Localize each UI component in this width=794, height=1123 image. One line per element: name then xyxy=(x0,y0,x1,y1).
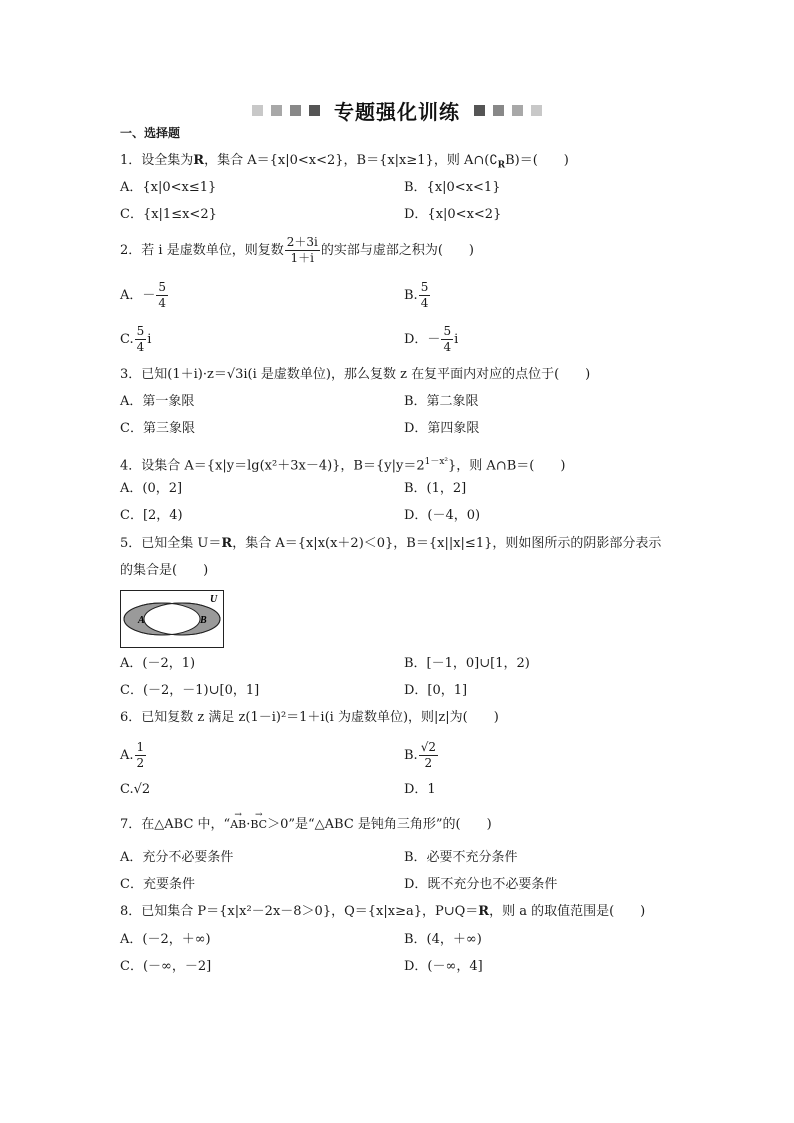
option-d[interactable]: D．(－4，0) xyxy=(404,508,481,523)
option-d[interactable]: D．{x|0<x<2} xyxy=(404,207,502,222)
label-b: B xyxy=(200,615,207,626)
option-a[interactable]: A．(0，2] xyxy=(120,481,183,496)
option-c[interactable]: C．充要条件 xyxy=(120,877,195,892)
option-a[interactable]: A．(－2，1) xyxy=(120,656,196,671)
option-c[interactable]: C．{x|1≤x<2} xyxy=(120,207,217,222)
option-a[interactable]: A．－ $\frac{5}{4}$ xyxy=(120,280,167,310)
fraction: $\frac{2+3i}{1+i}$ xyxy=(286,235,318,265)
option-a[interactable]: A．(－2，＋∞) xyxy=(120,932,211,947)
section-heading: 一、选择题 xyxy=(120,126,181,140)
question-2-stem: 2．若 i 是虚数单位，则复数 $\frac{2+3i}{1+i}$ 的实部与虚部之积为( ) xyxy=(120,235,474,265)
venn-diagram xyxy=(120,590,224,648)
option-d[interactable]: D．－ $\frac{5}{4}$ i xyxy=(404,324,459,354)
option-d[interactable]: D．既不充分也不必要条件 xyxy=(404,877,558,892)
decor-square xyxy=(512,105,523,116)
option-b[interactable]: B．[－1，0]∪[1，2) xyxy=(404,656,530,671)
vector-bc: → BC xyxy=(250,815,267,835)
option-a[interactable]: A．{x|0<x≤1} xyxy=(120,180,217,195)
vector-ab: → AB xyxy=(230,815,246,835)
question-6-stem: 6．已知复数 z 满足 z(1－i)²＝1＋i(i 为虚数单位)，则|z|为( ) xyxy=(120,710,499,725)
option-b[interactable]: B. $\frac{5}{4}$ xyxy=(404,280,429,310)
question-8-stem: 8．已知集合 P＝{x|x²－2x－8＞0}，Q＝{x|x≥a}，P∪Q＝R，则 a 的取值范围是( ) xyxy=(120,904,646,919)
option-c[interactable]: C．[2，4) xyxy=(120,508,183,523)
label-a: A xyxy=(138,615,145,626)
decor-square xyxy=(290,105,301,116)
option-d[interactable]: D．第四象限 xyxy=(404,421,480,436)
decor-square xyxy=(309,105,320,116)
option-b[interactable]: B．(4，＋∞) xyxy=(404,932,482,947)
question-1-stem: 1．设全集为R，集合 A＝{x|0<x<2}，B＝{x|x≥1}，则 $A\cap(∁_RB)=$( ) xyxy=(120,153,569,171)
option-b[interactable]: B. $\frac{√2}{2}$ xyxy=(404,740,436,770)
option-c[interactable]: C．(－∞，－2] xyxy=(120,959,212,974)
page-title xyxy=(0,96,794,124)
decor-square xyxy=(252,105,263,116)
question-5-stem: 5．已知全集 U＝R，集合 A＝{x|x(x＋2)＜0}，B＝{x||x|≤1}，则如图所示的阴影部分表示 xyxy=(120,536,662,551)
question-5-stem-cont: 的集合是( ) xyxy=(120,563,209,578)
option-a[interactable]: A. $\frac{1}{2}$ xyxy=(120,740,145,770)
option-b[interactable]: B．第二象限 xyxy=(404,394,479,409)
decor-square xyxy=(493,105,504,116)
option-b[interactable]: B．必要不充分条件 xyxy=(404,850,518,865)
option-d[interactable]: D．[0，1] xyxy=(404,683,468,698)
option-c[interactable]: C. $\frac{5}{4}$ i xyxy=(120,324,152,354)
option-d[interactable]: D．(－∞，4] xyxy=(404,959,483,974)
option-a[interactable]: A．第一象限 xyxy=(120,394,195,409)
option-c[interactable]: C．第三象限 xyxy=(120,421,195,436)
option-b[interactable]: B．(1，2] xyxy=(404,481,467,496)
page-title-text: 专题强化训练 xyxy=(334,99,460,124)
option-a[interactable]: A．充分不必要条件 xyxy=(120,850,234,865)
decor-square xyxy=(531,105,542,116)
option-b[interactable]: B．{x|0<x<1} xyxy=(404,180,501,195)
question-7-stem: 7．在△ABC 中，“→ AB·→ BC＞0”是“△ABC 是钝角三角形”的( ) xyxy=(120,815,492,835)
decor-square xyxy=(271,105,282,116)
label-u: U xyxy=(210,594,218,605)
question-4-stem: 4．设集合 A＝{x|y＝lg(x²＋3x－4)}，$B=\{y|y=2^{1-x^2}\}$，则 A∩B＝( ) xyxy=(120,457,566,474)
option-c[interactable]: C．(－2，－1)∪[0，1] xyxy=(120,683,260,698)
option-c[interactable]: C.√2 xyxy=(120,782,151,797)
option-d[interactable]: D．1 xyxy=(404,782,436,797)
question-3-stem: 3．已知(1＋i)·z＝√3i(i 是虚数单位)，那么复数 z 在复平面内对应的点位于( ) xyxy=(120,367,591,382)
decor-square xyxy=(474,105,485,116)
